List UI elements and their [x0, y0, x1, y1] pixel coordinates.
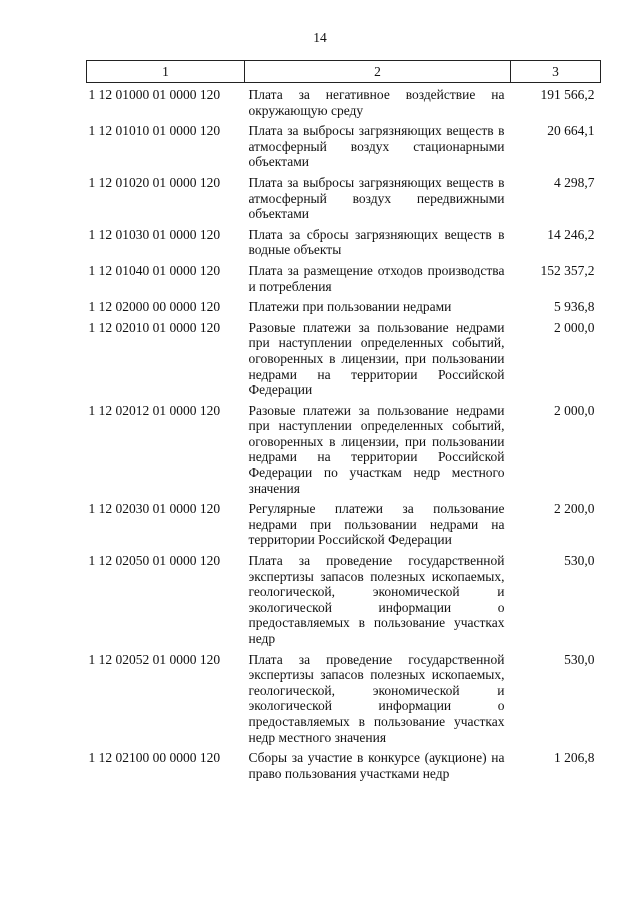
header-col-2: 2 [245, 61, 511, 83]
item-name: Плата за проведение государственной экспертизы запасов полезных ископаемых, геологической, экономической и экологической информации о предоставляемых в пользование участках недр местного значения [248, 651, 505, 745]
budget-code: 1 12 01000 01 0000 120 [88, 87, 221, 102]
table-row [87, 652, 601, 751]
table-header-row [87, 61, 601, 83]
item-amount: 530,0 [564, 553, 595, 569]
table-row [87, 501, 601, 553]
table-row [87, 123, 601, 175]
budget-code: 1 12 02052 01 0000 120 [88, 651, 221, 667]
item-name: Плата за выбросы загрязняющих веществ в атмосферный воздух стационарными объектами [248, 123, 505, 170]
budget-code: 1 12 01020 01 0000 120 [88, 174, 221, 190]
budget-code: 1 12 02030 01 0000 120 [88, 501, 221, 517]
table-row [87, 299, 601, 320]
budget-code: 1 12 02100 00 0000 120 [88, 750, 221, 766]
item-amount: 5 936,8 [554, 299, 595, 315]
item-name: Плата за сбросы загрязняющих веществ в водные объекты [248, 226, 505, 258]
item-amount: 4 298,7 [554, 174, 595, 190]
item-amount: 20 664,1 [547, 123, 595, 139]
table-row [87, 403, 601, 502]
header-col-1: 1 [87, 61, 245, 83]
item-name: Плата за выбросы загрязняющих веществ в атмосферный воздух передвижными объектами [248, 174, 505, 222]
item-amount: 14 246,2 [547, 226, 595, 242]
budget-code: 1 12 01040 01 0000 120 [88, 262, 221, 278]
item-name: Разовые платежи за пользование недрами при наступлении определенных событий, оговоренных в лицензии, при пользовании недрами на территории Российской Федерации по участкам недр местного значения [248, 402, 505, 496]
item-name: Разовые платежи за пользование недрами при наступлении определенных событий, оговоренных в лицензии, при пользовании недрами на территории Российской Федерации [248, 319, 505, 398]
budget-code: 1 12 02010 01 0000 120 [88, 319, 221, 335]
table-row [87, 320, 601, 403]
budget-code: 1 12 01010 01 0000 120 [88, 123, 221, 139]
budget-code: 1 12 01030 01 0000 120 [88, 226, 221, 242]
table-row [87, 87, 601, 123]
table-row [87, 263, 601, 299]
item-amount: 191 566,2 [540, 87, 595, 102]
item-amount: 2 200,0 [554, 501, 595, 517]
table-row [87, 553, 601, 652]
table-row [87, 175, 601, 227]
item-amount: 530,0 [564, 651, 595, 667]
item-name: Регулярные платежи за пользование недрами при пользовании недрами на территории Российской Федерации [248, 501, 505, 548]
budget-revenue-table [86, 60, 601, 786]
budget-code: 1 12 02012 01 0000 120 [88, 402, 221, 418]
table-row [87, 750, 601, 786]
item-name: Сборы за участие в конкурсе (аукционе) на право пользования участками недр [248, 750, 505, 781]
item-name: Платежи при пользовании недрами [248, 299, 452, 315]
item-name: Плата за размещение отходов производства и потребления [248, 262, 505, 294]
item-name: Плата за проведение государственной экспертизы запасов полезных ископаемых, геологической, экономической и экологической информации о предоставляемых в пользование участках недр [248, 553, 505, 646]
item-amount: 152 357,2 [540, 262, 595, 278]
item-amount: 2 000,0 [554, 319, 595, 335]
budget-code: 1 12 02050 01 0000 120 [88, 553, 221, 569]
page-number: 14 [313, 30, 327, 45]
table-row [87, 227, 601, 263]
budget-code: 1 12 02000 00 0000 120 [88, 299, 221, 315]
item-amount: 1 206,8 [554, 750, 595, 766]
item-name: Плата за негативное воздействие на окружающую среду [248, 87, 505, 118]
item-amount: 2 000,0 [554, 402, 595, 418]
header-col-3: 3 [511, 61, 601, 83]
